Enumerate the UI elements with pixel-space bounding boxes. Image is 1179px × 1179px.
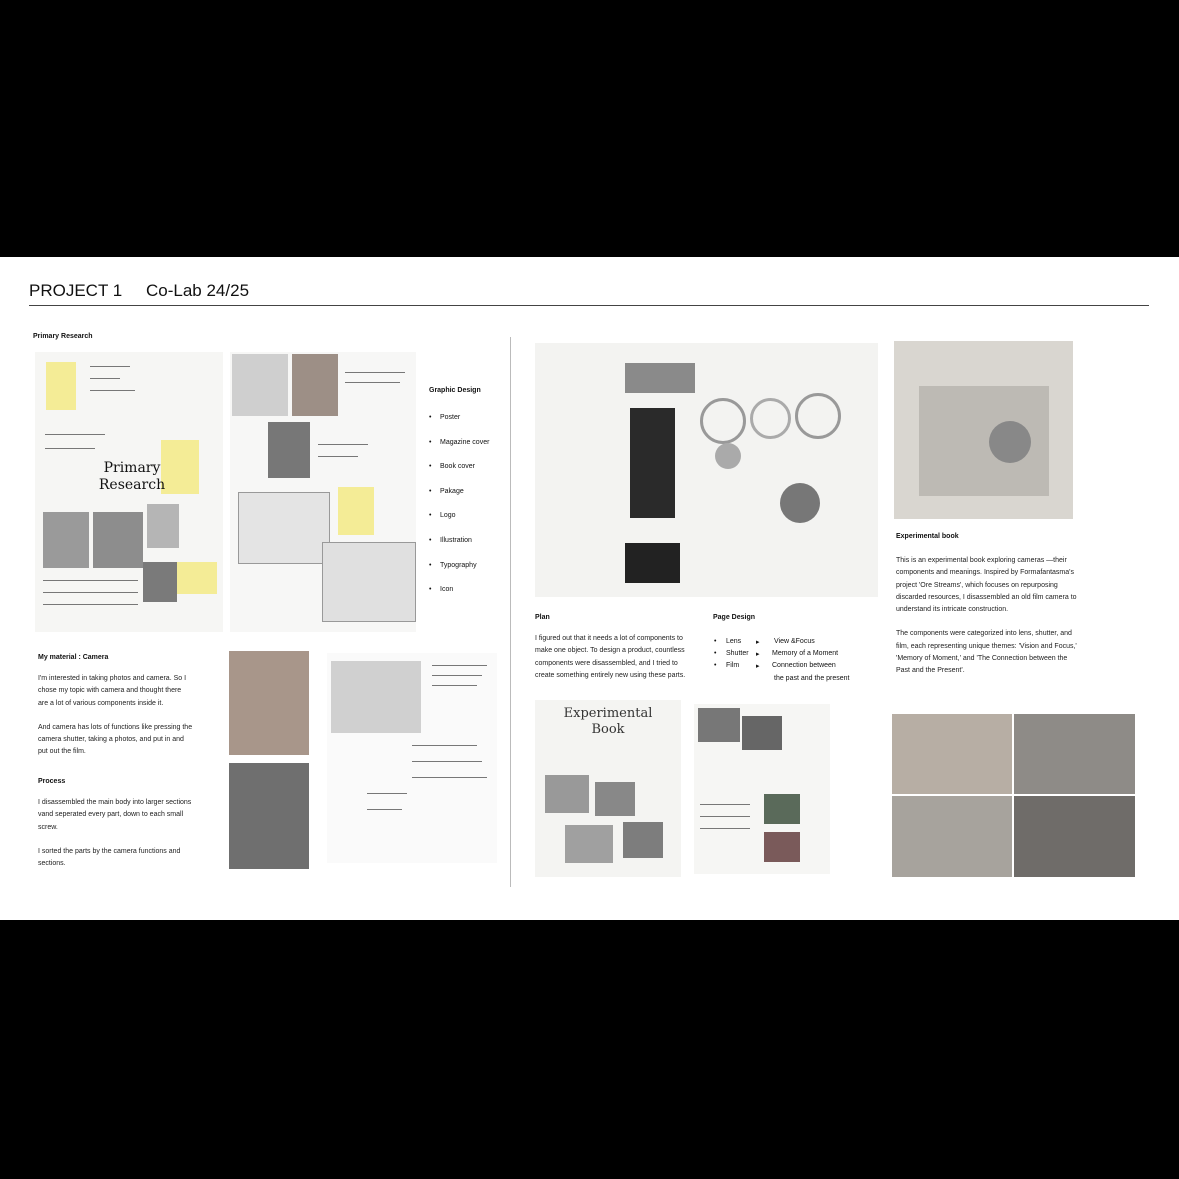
paragraph: And camera has lots of functions like pressing the camera shutter, taking a photos, and put in and put out the film. <box>38 723 193 756</box>
book-photo <box>892 796 1012 877</box>
sketch-photo <box>545 775 589 813</box>
paragraph: I disassembled the main body into larger sections vand seperated every part, down to each small screw. <box>38 799 192 831</box>
sketch-line <box>700 804 750 805</box>
sticky-note <box>46 362 76 410</box>
project-label: PROJECT 1 <box>29 281 123 300</box>
sorting-notes-sheet <box>327 653 497 863</box>
sketch-photo <box>764 832 800 862</box>
course-title: Co-Lab 24/25 <box>146 281 250 300</box>
paragraph: I'm interested in taking photos and camera. So I chose my topic with camera and thought there are a lot of various components inside it. <box>38 675 187 707</box>
camera-photo <box>93 512 143 568</box>
sticky-note <box>338 487 374 535</box>
part-label: Film <box>726 662 740 669</box>
primary-research-title: Primary Research <box>33 333 93 340</box>
list-item: • Pakage <box>429 488 489 513</box>
camera-photo <box>143 562 177 602</box>
list-item: • Typography <box>429 562 489 587</box>
sketch-photo <box>742 716 782 750</box>
sketch-line <box>345 372 405 373</box>
theme-label: Memory of a Moment <box>772 650 839 657</box>
paragraph: This is an experimental book exploring cameras —their components and meanings. Inspired by Formafantasma's project 'Ore Streams', which focuses on repurposing discarded resources, I disassembled an old film camera to understand its intricate construction. <box>896 557 1077 614</box>
page-design-title: Page Design <box>713 614 756 621</box>
book-photo <box>1014 714 1135 794</box>
page-design-continuation: the past and the present <box>774 675 850 682</box>
lens-ring-part <box>795 393 841 439</box>
sketch-line <box>412 745 477 746</box>
spread-divider <box>510 337 511 887</box>
plan-title: Plan <box>535 614 550 621</box>
sketch-line <box>43 604 138 605</box>
book-sketch-sheet <box>694 704 830 874</box>
sketch-caption: Experimental Book <box>563 706 653 737</box>
camera-top-part <box>625 363 695 393</box>
sketch-line <box>318 456 358 457</box>
disassembled-parts-photo <box>535 343 878 597</box>
sketch-line <box>318 444 368 445</box>
sketch-line <box>45 448 95 449</box>
theme-label: View &Focus <box>774 638 815 645</box>
board-caption: Primary Research <box>98 460 166 493</box>
sketch-photo <box>698 708 740 742</box>
sketch-line <box>43 592 138 593</box>
paragraph: The components were categorized into lens, shutter, and film, each representing unique themes: 'Vision and Focus,' 'Memory of Moment,' and 'The Connection between the Past and the Present'. <box>896 630 1077 675</box>
sketch-line <box>700 816 750 817</box>
sketch-line <box>45 434 105 435</box>
lens-ring-part <box>750 398 791 439</box>
list-item: • Magazine cover <box>429 439 489 464</box>
collage-board <box>230 352 416 632</box>
part-label: Shutter <box>726 650 749 657</box>
header-rule <box>29 305 1149 306</box>
hands-photo <box>232 354 288 416</box>
experimental-title: Experimental book <box>896 533 959 540</box>
sketch-line <box>345 382 400 383</box>
research-board <box>35 352 223 632</box>
sketch-photo <box>565 825 613 863</box>
parts-grid <box>331 661 421 733</box>
film-door-part <box>625 543 680 583</box>
sketch-line <box>700 828 750 829</box>
list-item: • Poster <box>429 414 489 439</box>
lens-ring-part <box>700 398 746 444</box>
sketch-line <box>367 793 407 794</box>
sketch-line <box>90 378 120 379</box>
process-text <box>38 797 193 882</box>
sketch-photo <box>595 782 635 816</box>
paragraph: I sorted the parts by the camera functions and sections. <box>38 847 181 868</box>
sketch-line <box>367 809 402 810</box>
sketch-line <box>412 761 482 762</box>
theme-label: Connection between <box>772 662 836 669</box>
process-title: Process <box>38 778 66 785</box>
book-photo <box>1014 796 1135 877</box>
sketch-line <box>90 390 135 391</box>
disassembly-photo <box>229 651 309 755</box>
sketch-line <box>43 580 138 581</box>
gear-part <box>715 443 741 469</box>
book-photo <box>892 714 1012 794</box>
list-item: • Icon <box>429 586 489 611</box>
lens-part <box>989 421 1031 463</box>
part-label: Lens <box>726 638 742 645</box>
list-item: • Logo <box>429 512 489 537</box>
camera-photo <box>147 504 179 548</box>
hands-photo <box>292 354 338 416</box>
material-text <box>38 673 193 771</box>
sketch-line <box>90 366 130 367</box>
assembled-book-photo <box>894 341 1073 519</box>
sketch-line <box>432 675 482 676</box>
lens-photo <box>268 422 310 478</box>
sketch-line <box>412 777 487 778</box>
parts-sheet <box>322 542 416 622</box>
list-item: • Book cover <box>429 463 489 488</box>
book-sketch-sheet <box>535 700 681 877</box>
lens-closeup-photo <box>229 763 309 869</box>
graphic-design-list <box>429 414 489 611</box>
parts-sheet <box>238 492 330 564</box>
sketch-photo <box>623 822 663 858</box>
list-item: • Illustration <box>429 537 489 562</box>
material-title: My material : Camera <box>38 654 109 661</box>
sketch-line <box>432 685 477 686</box>
portfolio-page: PROJECT 1 Co-Lab 24/25 Primary Research Primary Research Graphic Design • Poster • Magazine cover • Book cover • Pakage • Logo • Illustration • Typography • Icon My material : Camera I'm interested in taking photos and camera. So I chose my topic with camera and thought there are a lot of various components inside it. And camera has lots of functions like pressing the camera shutter, taking a photos, and put in and put out the film. Process I disassembled the main body into larger sections vand seperated every part, down to each small screw. I sorted the parts by the camera functions and sections. Experimental book This is an experimental book exploring cameras —their components and meanings. Inspired by Formafantasma's project 'Ore Streams', which focuses on repurposing discarded resources, I disassembled an old film camera to understand its intricate construction. The components were categorized into lens, shutter, and film, each representing unique themes: 'Vision and Focus,' 'Memory of Moment,' and 'The Connection between the Past and the Present'. Plan I figured out that it needs a lot of components to make one object. To design a product, countless components were disassembled, and I tried to create something entirely new using these parts. Page Design • Lens ▸ View &Focus • Shutter ▸ Memory of a Moment • Film ▸ Connection between the past and the present Experimental Book <box>0 257 1179 920</box>
plan-text: I figured out that it needs a lot of components to make one object. To design a product, countless components were disassembled, and I tried to create something entirely new using these parts. <box>535 635 686 679</box>
graphic-design-title: Graphic Design <box>429 387 481 394</box>
shutter-part <box>780 483 820 523</box>
camera-photo <box>43 512 89 568</box>
sketch-line <box>432 665 487 666</box>
camera-body-part <box>630 408 675 518</box>
experimental-text <box>896 555 1078 690</box>
sketch-photo <box>764 794 800 824</box>
